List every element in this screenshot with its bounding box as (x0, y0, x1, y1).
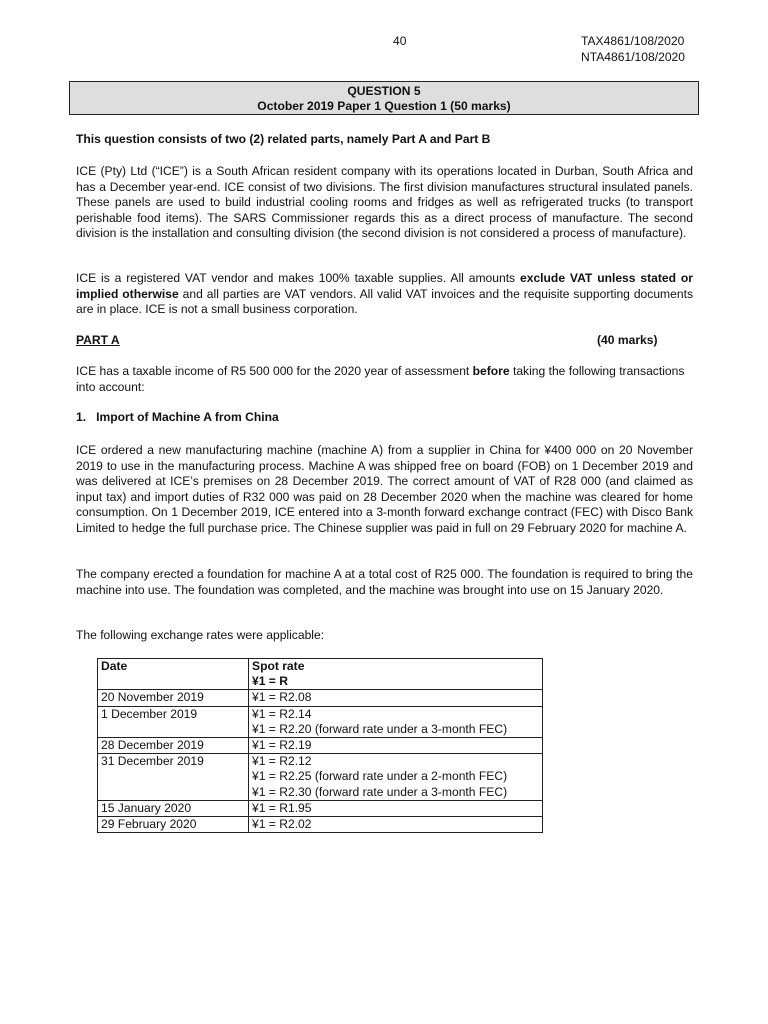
reference-line-1: TAX4861/108/2020 (581, 34, 685, 48)
table-row (98, 738, 543, 754)
page-number: 40 (393, 34, 407, 48)
rate-value: ¥1 = R2.08 (252, 690, 312, 705)
rate-value: ¥1 = R2.14 (252, 706, 312, 721)
document-reference (581, 34, 685, 65)
rate-value: ¥1 = R2.30 (forward rate under a 3-month FEC) (252, 784, 508, 799)
company-description-paragraph: ICE (Pty) Ltd (“ICE”) is a South African resident company with its operations located in Durban, South Africa and has a December year-end. ICE consist of two divisions. The first division manufactures structural insulated panels. These panels are used to build industrial cooling rooms and fridges as well as refrigerated trucks (to transport perishable food items). The SARS Commissioner regards this as a direct process of manufacture. The second division is the installation and consulting division (the second division is not considered a process of manufacture). (76, 164, 693, 240)
exchange-rates-intro: The following exchange rates were applicable: (76, 628, 325, 642)
exchange-rates-table (97, 658, 543, 833)
part-a-marks: (40 marks) (597, 333, 658, 347)
header-rate-unit: ¥1 = R (252, 674, 288, 689)
vat-bold-text: exclude VAT unless stated or implied otherwise (76, 271, 693, 301)
reference-line-2: NTA4861/108/2020 (581, 49, 685, 64)
row-date: 1 December 2019 (98, 706, 249, 737)
table-row (98, 800, 543, 816)
vat-text-b: and all parties are VAT vendors. All valid VAT invoices and the requisite supporting documents are in place. ICE is not a small business corporation. (76, 286, 693, 316)
header-spot-rate (249, 659, 543, 690)
row-rates (249, 754, 543, 801)
row-rates (249, 817, 543, 833)
row-date: 31 December 2019 (98, 754, 249, 801)
header-date: Date (98, 659, 249, 690)
row-rates (249, 800, 543, 816)
rate-value: ¥1 = R1.95 (252, 800, 312, 815)
section-1-heading: 1. Import of Machine A from China (76, 410, 279, 424)
table-row (98, 817, 543, 833)
income-bold-text: before (472, 364, 510, 378)
question-subtitle: October 2019 Paper 1 Question 1 (50 marks) (257, 99, 511, 113)
question-title: QUESTION 5 (347, 84, 421, 98)
rate-value: ¥1 = R2.19 (252, 738, 312, 753)
question-title-box (69, 81, 699, 115)
foundation-paragraph: The company erected a foundation for machine A at a total cost of R25 000. The foundation is required to bring the machine into use. The foundation was completed, and the machine was brought into use on 15 January 2020. (76, 567, 693, 597)
vat-text-a: ICE is a registered VAT vendor and makes 100% taxable supplies. All amounts (76, 271, 520, 285)
row-date: 28 December 2019 (98, 738, 249, 754)
row-date: 20 November 2019 (98, 690, 249, 706)
rate-value: ¥1 = R2.20 (forward rate under a 3-month FEC) (252, 721, 508, 736)
machine-import-paragraph: ICE ordered a new manufacturing machine (machine A) from a supplier in China for ¥400 000 on 20 November 2019 to use in the manufacturing process. Machine A was shipped free on board (FOB) on 1 December 2019 and was delivered at ICE’s premises on 28 December 2019. The correct amount of VAT of R28 000 (and claimed as input tax) and import duties of R32 000 was paid on 28 December 2020 when the machine was cleared for home consumption. On 1 December 2019, ICE entered into a 3-month forward exchange contract (FEC) with Disco Bank Limited to hedge the full purchase price. The Chinese supplier was paid in full on 29 February 2020 for machine A. (76, 443, 693, 535)
rate-value: ¥1 = R2.02 (252, 817, 312, 832)
rate-value: ¥1 = R2.12 (252, 754, 312, 769)
table-row (98, 754, 543, 801)
row-date: 29 February 2020 (98, 817, 249, 833)
row-rates (249, 690, 543, 706)
row-rates (249, 738, 543, 754)
income-text-b: taking the following transactions into account: (76, 364, 685, 394)
rate-value: ¥1 = R2.25 (forward rate under a 2-month FEC) (252, 769, 508, 784)
table-header-row (98, 659, 543, 690)
row-date: 15 January 2020 (98, 800, 249, 816)
intro-statement: This question consists of two (2) related parts, namely Part A and Part B (76, 132, 491, 146)
table-row (98, 690, 543, 706)
vat-paragraph (76, 271, 693, 318)
row-rates (249, 706, 543, 737)
taxable-income-paragraph (76, 364, 693, 395)
header-spot-rate-label: Spot rate (252, 659, 305, 673)
table-row (98, 706, 543, 737)
part-a-heading: PART A (76, 333, 120, 347)
income-text-a: ICE has a taxable income of R5 500 000 for the 2020 year of assessment (76, 364, 473, 378)
